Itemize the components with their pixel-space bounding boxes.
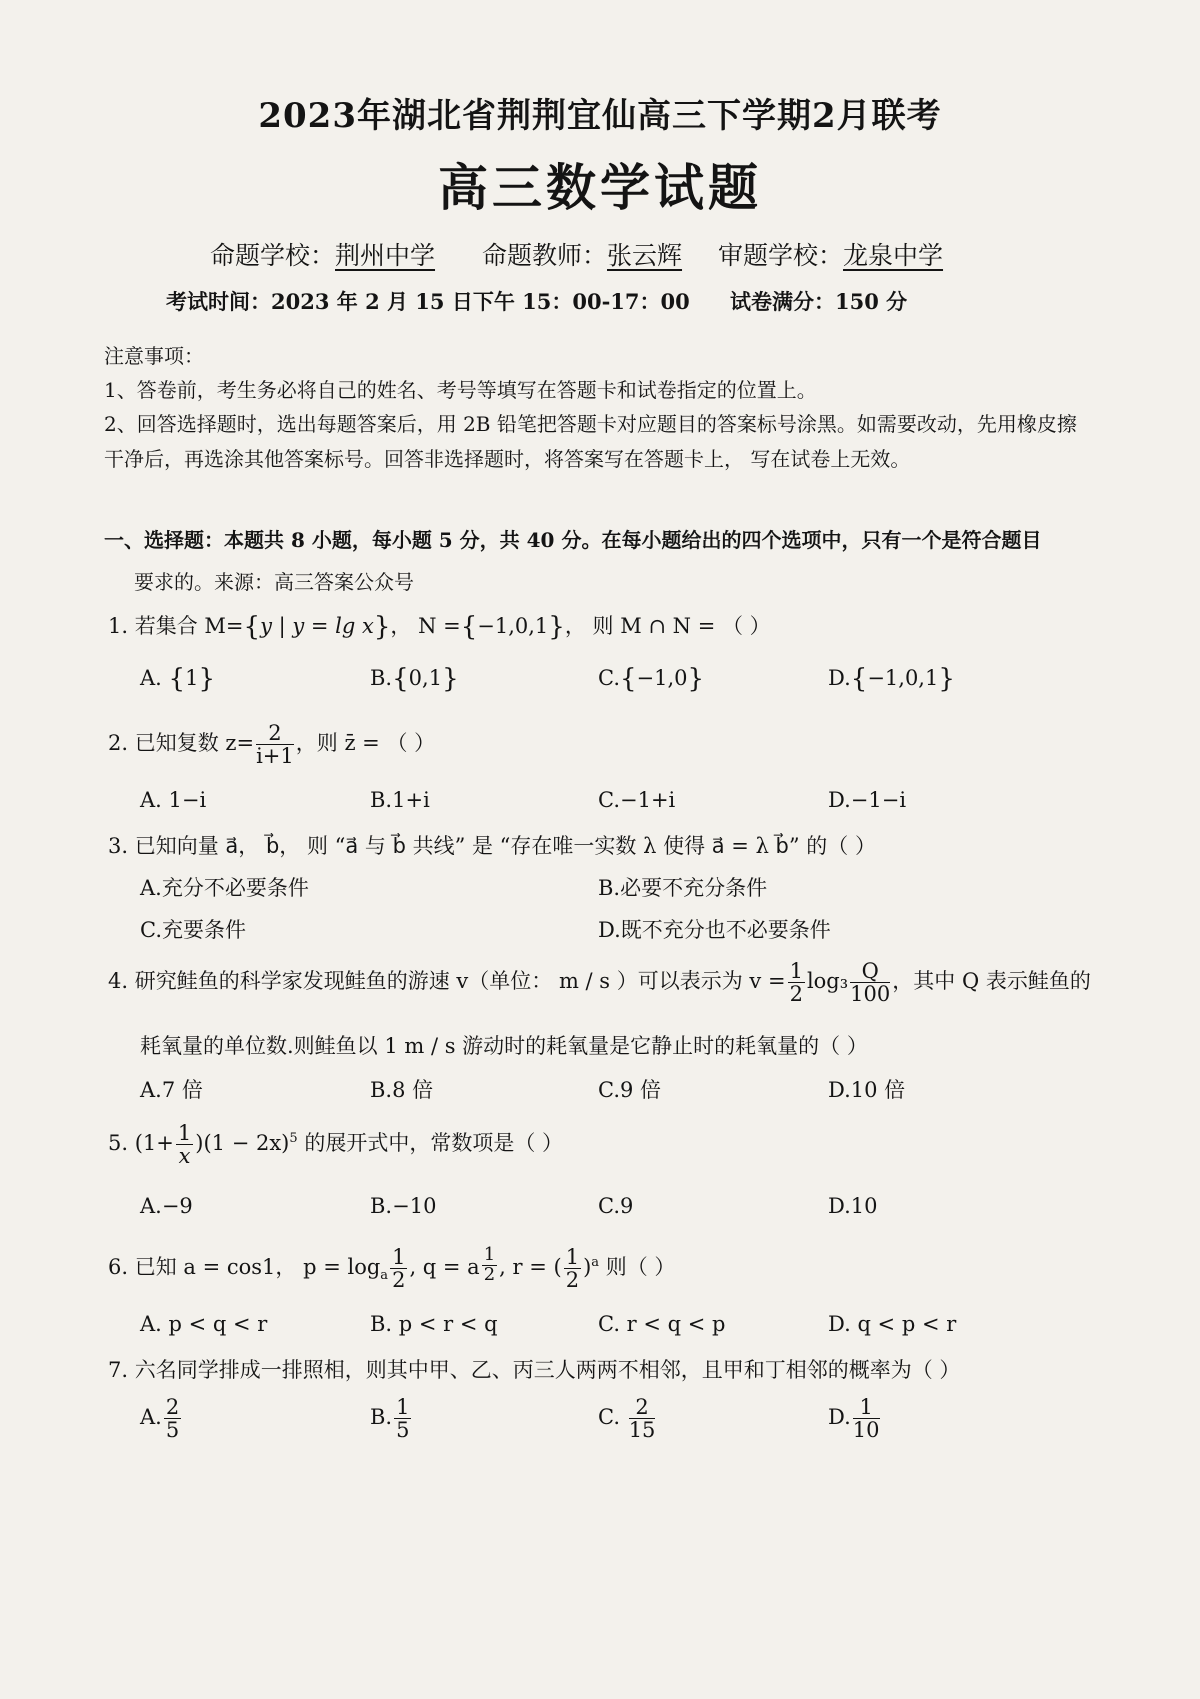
setter-school-name: 荆州中学 — [335, 241, 436, 270]
setter-teacher-name: 张云辉 — [607, 241, 683, 270]
question-stem: ，则 z̄ = （ ） — [295, 731, 436, 756]
question-stem: 若集合 M= — [134, 614, 244, 638]
option-a: A. $\frac{2}{5}$ — [140, 1395, 180, 1443]
subject-title: 高三数学试题 — [438, 158, 762, 217]
option-d: D. $\frac{1}{10}$ — [828, 1395, 880, 1443]
question-6 — [108, 1246, 675, 1291]
question-number: 5. — [108, 1131, 129, 1156]
reviewer-school-label: 审题学校： — [718, 241, 844, 270]
option-d: D.{−1,0,1} — [828, 664, 955, 694]
question-number: 1. — [108, 614, 129, 638]
section-heading-cont: 要求的。来源：高三答案公众号 — [134, 570, 414, 594]
reviewer-school-name: 龙泉中学 — [843, 241, 944, 270]
fraction: $\frac{1}{2}$ — [789, 959, 803, 1007]
log-symbol: log₃ — [806, 969, 849, 994]
question-7 — [108, 1354, 960, 1384]
full-score: 试卷满分：150 分 — [730, 289, 908, 314]
option-d: D.既不充分也不必要条件 — [598, 918, 831, 942]
question-stem: ) — [583, 1255, 592, 1280]
option-d: D.10 — [828, 1194, 878, 1218]
question-stem: , r = ( — [499, 1255, 562, 1280]
question-stem: ， N = — [390, 614, 461, 638]
fraction: $\frac{1}{2}$ — [565, 1245, 580, 1293]
question-stem: ，其中 Q 表示鲑鱼的 — [892, 969, 1091, 994]
option-c: C. $\frac{2}{15}$ — [598, 1395, 656, 1443]
note-item: 1、答卷前，考生务必将自己的姓名、考号等填写在答题卡和试卷指定的位置上。 — [104, 378, 817, 402]
option-b: B.必要不充分条件 — [598, 876, 768, 900]
question-stem: 的展开式中，常数项是（ ） — [297, 1131, 563, 1156]
option-d: D.10 倍 — [828, 1078, 906, 1102]
option-c: C.9 倍 — [598, 1078, 662, 1102]
option-d: D. q < p < r — [828, 1312, 957, 1336]
question-stem: 已知向量 a⃗， b⃗， 则 “a⃗ 与 b⃗ 共线” 是 “存在唯一实数 λ 使得 a⃗ = λ b⃗” 的（ ） — [134, 834, 876, 858]
question-5 — [108, 1122, 563, 1167]
question-4-line2: 耗氧量的单位数.则鲑鱼以 1 m / s 游动时的耗氧量是它静止时的耗氧量的（ ） — [140, 1034, 868, 1058]
fraction: $\frac{1}{2}$ — [392, 1245, 406, 1293]
question-number: 7. — [108, 1358, 129, 1382]
setter-school-label: 命题学校： — [210, 241, 336, 270]
option-b: B.8 倍 — [370, 1078, 434, 1102]
question-stem: , q = a — [409, 1255, 480, 1280]
option-a: A.7 倍 — [140, 1078, 203, 1102]
exponent: 5 — [289, 1131, 298, 1147]
option-c: C.充要条件 — [140, 918, 246, 942]
log-base: a — [380, 1268, 389, 1284]
question-number: 4. — [108, 969, 129, 994]
fraction: $\frac{Q}{100}$ — [850, 959, 891, 1007]
note-item: 干净后，再选涂其他答案标号。回答非选择题时，将答案写在答题卡上， 写在试卷上无效。 — [104, 447, 911, 471]
exponent-fraction: $\frac{1}{2}$ — [483, 1244, 496, 1285]
exam-time: 考试时间：2023 年 2 月 15 日下午 15：00-17：00 — [166, 289, 690, 314]
setter-teacher-label: 命题教师： — [482, 241, 608, 270]
question-2 — [108, 722, 435, 767]
set-m: y | y = lg x — [260, 614, 374, 638]
question-stem: )(1 − 2x) — [195, 1131, 290, 1156]
option-a: A. p < q < r — [140, 1312, 268, 1336]
question-stem: ， 则 M ∩ N = （ ） — [564, 614, 771, 638]
option-c: C.{−1,0} — [598, 664, 705, 694]
exponent: a — [591, 1255, 600, 1271]
option-b: B.1+i — [370, 788, 430, 812]
set-n: −1,0,1 — [477, 614, 549, 638]
question-1: 1. 若集合 M={y | y = lg x}， N ={−1,0,1}， 则 M ∩ N = （ ） — [108, 612, 771, 642]
note-item: 2、回答选择题时，选出每题答案后，用 2B 铅笔把答题卡对应题目的答案标号涂黑。如需要改动，先用橡皮擦 — [104, 412, 1077, 436]
question-number: 6. — [108, 1255, 129, 1280]
question-stem: (1+ — [134, 1131, 174, 1156]
section-heading: 一、选择题：本题共 8 小题，每小题 5 分，共 40 分。在每小题给出的四个选项中，只有一个是符合题目 — [104, 528, 1042, 552]
option-b: B. $\frac{1}{5}$ — [370, 1395, 410, 1443]
option-a: A.−9 — [140, 1194, 193, 1218]
question-number: 2. — [108, 731, 129, 756]
fraction: $\frac{1}{x}$ — [177, 1121, 192, 1169]
question-4 — [108, 960, 1091, 1005]
notes-title: 注意事项： — [104, 344, 204, 368]
fraction: $\frac{2}{i+1}$ — [256, 721, 294, 769]
option-c: C.9 — [598, 1194, 634, 1218]
option-c: C.−1+i — [598, 788, 676, 812]
question-stem: 已知 a = cos1， p = log — [134, 1255, 381, 1280]
option-d: D.−1−i — [828, 788, 907, 812]
option-b: B. p < r < q — [370, 1312, 498, 1336]
question-stem: 研究鲑鱼的科学家发现鲑鱼的游速 v（单位： m / s ）可以表示为 v = — [134, 969, 786, 994]
option-b: B.−10 — [370, 1194, 437, 1218]
option-c: C. r < q < p — [598, 1312, 726, 1336]
question-number: 3. — [108, 834, 129, 858]
question-stem: 已知复数 z= — [134, 731, 255, 756]
question-stem: 则（ ） — [599, 1255, 676, 1280]
exam-name: 2023年湖北省荆荆宜仙高三下学期2月联考 — [258, 96, 942, 136]
question-3 — [108, 830, 876, 860]
reviewer-school — [718, 236, 943, 272]
setter-school — [210, 236, 435, 272]
setter-teacher — [482, 236, 682, 272]
option-a: A. 1−i — [140, 788, 207, 812]
question-stem: 六名同学排成一排照相，则其中甲、乙、丙三人两两不相邻，且甲和丁相邻的概率为（ ） — [134, 1358, 961, 1382]
option-a: A.充分不必要条件 — [140, 876, 309, 900]
option-b: B.{0,1} — [370, 664, 459, 694]
option-a: A. {1} — [140, 664, 215, 694]
